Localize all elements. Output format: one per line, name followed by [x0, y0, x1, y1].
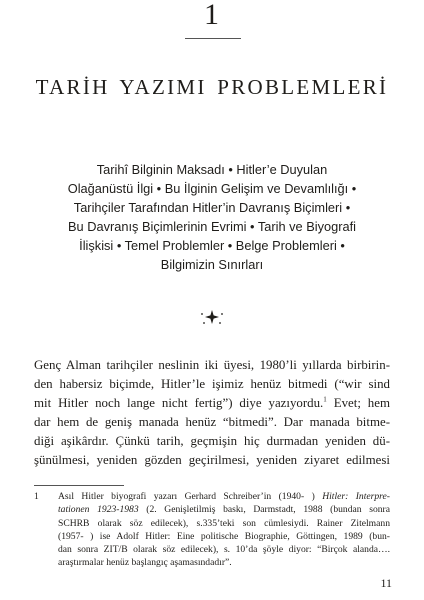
footnote-line — [58, 503, 390, 516]
body-line: dar hem de geniş manada henüz “bitmedi”. Dar manada bitme- — [34, 414, 390, 429]
body-line: den habersiz biçimde, Hitler’le işimiz henüz bitmedi (“wir sind — [34, 376, 390, 391]
chapter-number: 1 — [204, 0, 220, 31]
body-line: Genç Alman tarihçiler neslinin iki üyesi, 1980’li yıllarda birbirin- — [34, 358, 390, 372]
summary-line: Tarihçiler Tarafından Hitler’in Davranış Biçimleri • — [73, 200, 351, 215]
footnote-line-text: Asıl Hitler biyografi yazarı Gerhard Schreiber’in (1940- ) — [58, 491, 323, 502]
chapter-summary — [50, 160, 374, 274]
footnote-book-title: tationen 1923-1983 — [58, 504, 139, 516]
body-line-text: Evet; hem — [326, 395, 391, 410]
footnote-line-text: (2. Genişletilmiş baskı, Darmstadt, 1988 (bundan sonra — [138, 504, 390, 516]
footnote-reference[interactable]: 1 — [323, 395, 327, 404]
footnote-line: (1957- ) ise Adolf Hitler: Eine politische Biographie, Göttingen, 1989 (bun- — [58, 530, 390, 542]
chapter-title: TARİH YAZIMI PROBLEMLERİ — [35, 75, 389, 99]
footnote-line — [58, 490, 390, 503]
footnote-line: SCHRB olarak söz edilecek), s.335’teki son cümlesiydi. Rainer Zitelmann — [58, 517, 390, 529]
chapter-divider — [185, 38, 241, 39]
footnote-text — [58, 490, 390, 570]
summary-line: Bilgimizin Sınırları — [160, 257, 264, 272]
footnote-divider — [34, 485, 124, 486]
summary-line: Bu Davranış Biçimlerinin Evrimi • Tarih ve Biyografi — [68, 219, 356, 234]
page-number: 11 — [380, 576, 392, 590]
body-line — [34, 394, 390, 413]
summary-line: İlişkisi • Temel Problemler • Belge Problemleri • — [79, 238, 345, 253]
footnote-book-title: Hitler: Interpre- — [322, 491, 390, 502]
body-line: diği aşikârdır. Çünkü tarih, geçmişin hiç durmadan yeniden dü- — [34, 433, 390, 448]
summary-line: Tarihî Bilginin Maksadı • Hitler’e Duyulan — [96, 162, 328, 177]
summary-line: Olağanüstü İlgi • Bu İlginin Gelişim ve Devamlılığı • — [67, 181, 357, 196]
footnote-line: araştırmalar henüz başlangıç aşamasındadır”. — [58, 557, 232, 569]
footnote-line: dan sonra ZIT/B olarak söz edilecek), s. 10’da şöyle diyor: “Birçok alanda…. — [58, 544, 390, 556]
body-line-text: mit Hitler noch lange nicht fertig”) diye yazıyordu. — [34, 395, 324, 410]
body-paragraph — [34, 356, 390, 469]
footnote-number: 1 — [34, 491, 39, 502]
body-line: şünülmesi, yeniden gözden geçirilmesi, yeniden ziyaret edilmesi — [34, 452, 390, 467]
star-ornament-icon — [199, 306, 225, 328]
